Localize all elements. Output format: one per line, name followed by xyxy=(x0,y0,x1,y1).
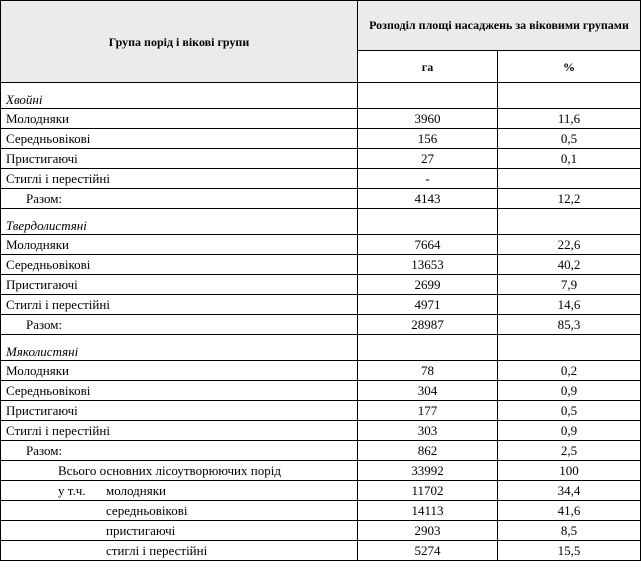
group-ha-cell xyxy=(358,83,498,109)
total-pct: 2,5 xyxy=(498,441,641,461)
row-label: стиглі і перестійні xyxy=(1,541,358,561)
group-row xyxy=(1,83,641,109)
row-pct: 40,2 xyxy=(498,255,641,275)
group-ha-cell xyxy=(358,335,498,361)
row-pct: 14,6 xyxy=(498,295,641,315)
row-label: Стиглі і перестійні xyxy=(1,295,358,315)
row-pct: 0,9 xyxy=(498,421,641,441)
row-pct xyxy=(498,169,641,189)
row-ha: - xyxy=(358,169,498,189)
row-pct: 34,4 xyxy=(498,481,641,501)
group-pct-cell xyxy=(498,83,641,109)
total-row xyxy=(1,441,641,461)
total-label: Разом: xyxy=(1,189,358,209)
row-label: Пристигаючі xyxy=(1,401,358,421)
distribution-column-header: Розподіл площі насаджень за віковими групами xyxy=(358,1,641,51)
summary-row xyxy=(1,481,641,501)
row-ha: 14113 xyxy=(358,501,498,521)
group-name: Мяколистяні xyxy=(1,335,358,361)
row-ha: 304 xyxy=(358,381,498,401)
row-label: Середньовікові xyxy=(1,381,358,401)
row-label: Молодняки xyxy=(1,109,358,129)
summary-label-cell xyxy=(1,481,358,501)
row-pct: 22,6 xyxy=(498,235,641,255)
row-pct: 41,6 xyxy=(498,501,641,521)
group-pct-cell xyxy=(498,335,641,361)
summary-row xyxy=(1,541,641,561)
row-label: Молодняки xyxy=(1,235,358,255)
table-row xyxy=(1,169,641,189)
group-ha-cell xyxy=(358,209,498,235)
table-row xyxy=(1,401,641,421)
total-pct: 12,2 xyxy=(498,189,641,209)
row-label: Середньовікові xyxy=(1,129,358,149)
row-ha: 2699 xyxy=(358,275,498,295)
row-label: Пристигаючі xyxy=(1,149,358,169)
table-row xyxy=(1,421,641,441)
total-label: Разом: xyxy=(1,315,358,335)
summary-row xyxy=(1,501,641,521)
row-pct: 15,5 xyxy=(498,541,641,561)
table-row xyxy=(1,255,641,275)
row-label: Молодняки xyxy=(1,361,358,381)
table-row xyxy=(1,381,641,401)
group-name: Твердолистяні xyxy=(1,209,358,235)
grand-total-ha: 33992 xyxy=(358,461,498,481)
row-label: Середньовікові xyxy=(1,255,358,275)
row-pct: 7,9 xyxy=(498,275,641,295)
row-label: Стиглі і перестійні xyxy=(1,169,358,189)
grand-total-label: Всього основних лісоутворюючих порід xyxy=(1,461,358,481)
table-row xyxy=(1,275,641,295)
row-pct: 0,5 xyxy=(498,129,641,149)
table-row xyxy=(1,149,641,169)
group-pct-cell xyxy=(498,209,641,235)
group-name: Хвойні xyxy=(1,83,358,109)
table-row xyxy=(1,295,641,315)
row-ha: 78 xyxy=(358,361,498,381)
summary-row xyxy=(1,521,641,541)
group-column-header: Група порід і вікові групи xyxy=(1,1,358,83)
row-ha: 11702 xyxy=(358,481,498,501)
row-ha: 5274 xyxy=(358,541,498,561)
row-label: пристигаючі xyxy=(1,521,358,541)
hectares-column-header: га xyxy=(358,51,498,83)
row-ha: 4971 xyxy=(358,295,498,315)
including-prefix: у т.ч. xyxy=(58,482,86,498)
row-label: середньовікові xyxy=(1,501,358,521)
total-row xyxy=(1,315,641,335)
total-ha: 4143 xyxy=(358,189,498,209)
row-pct: 8,5 xyxy=(498,521,641,541)
row-pct: 0,1 xyxy=(498,149,641,169)
grand-total-row xyxy=(1,461,641,481)
row-ha: 303 xyxy=(358,421,498,441)
row-pct: 11,6 xyxy=(498,109,641,129)
table-row xyxy=(1,235,641,255)
row-pct: 0,9 xyxy=(498,381,641,401)
grand-total-pct: 100 xyxy=(498,461,641,481)
row-label: Стиглі і перестійні xyxy=(1,421,358,441)
row-label: молодняки xyxy=(106,482,166,498)
group-row xyxy=(1,335,641,361)
row-ha: 2903 xyxy=(358,521,498,541)
row-ha: 13653 xyxy=(358,255,498,275)
group-row xyxy=(1,209,641,235)
percent-column-header: % xyxy=(498,51,641,83)
total-ha: 28987 xyxy=(358,315,498,335)
total-label: Разом: xyxy=(1,441,358,461)
total-row xyxy=(1,189,641,209)
row-pct: 0,5 xyxy=(498,401,641,421)
row-ha: 3960 xyxy=(358,109,498,129)
row-pct: 0,2 xyxy=(498,361,641,381)
total-pct: 85,3 xyxy=(498,315,641,335)
row-ha: 27 xyxy=(358,149,498,169)
total-ha: 862 xyxy=(358,441,498,461)
row-ha: 7664 xyxy=(358,235,498,255)
table-row xyxy=(1,129,641,149)
row-ha: 177 xyxy=(358,401,498,421)
table-row xyxy=(1,361,641,381)
row-ha: 156 xyxy=(358,129,498,149)
row-label: Пристигаючі xyxy=(1,275,358,295)
table-row xyxy=(1,109,641,129)
